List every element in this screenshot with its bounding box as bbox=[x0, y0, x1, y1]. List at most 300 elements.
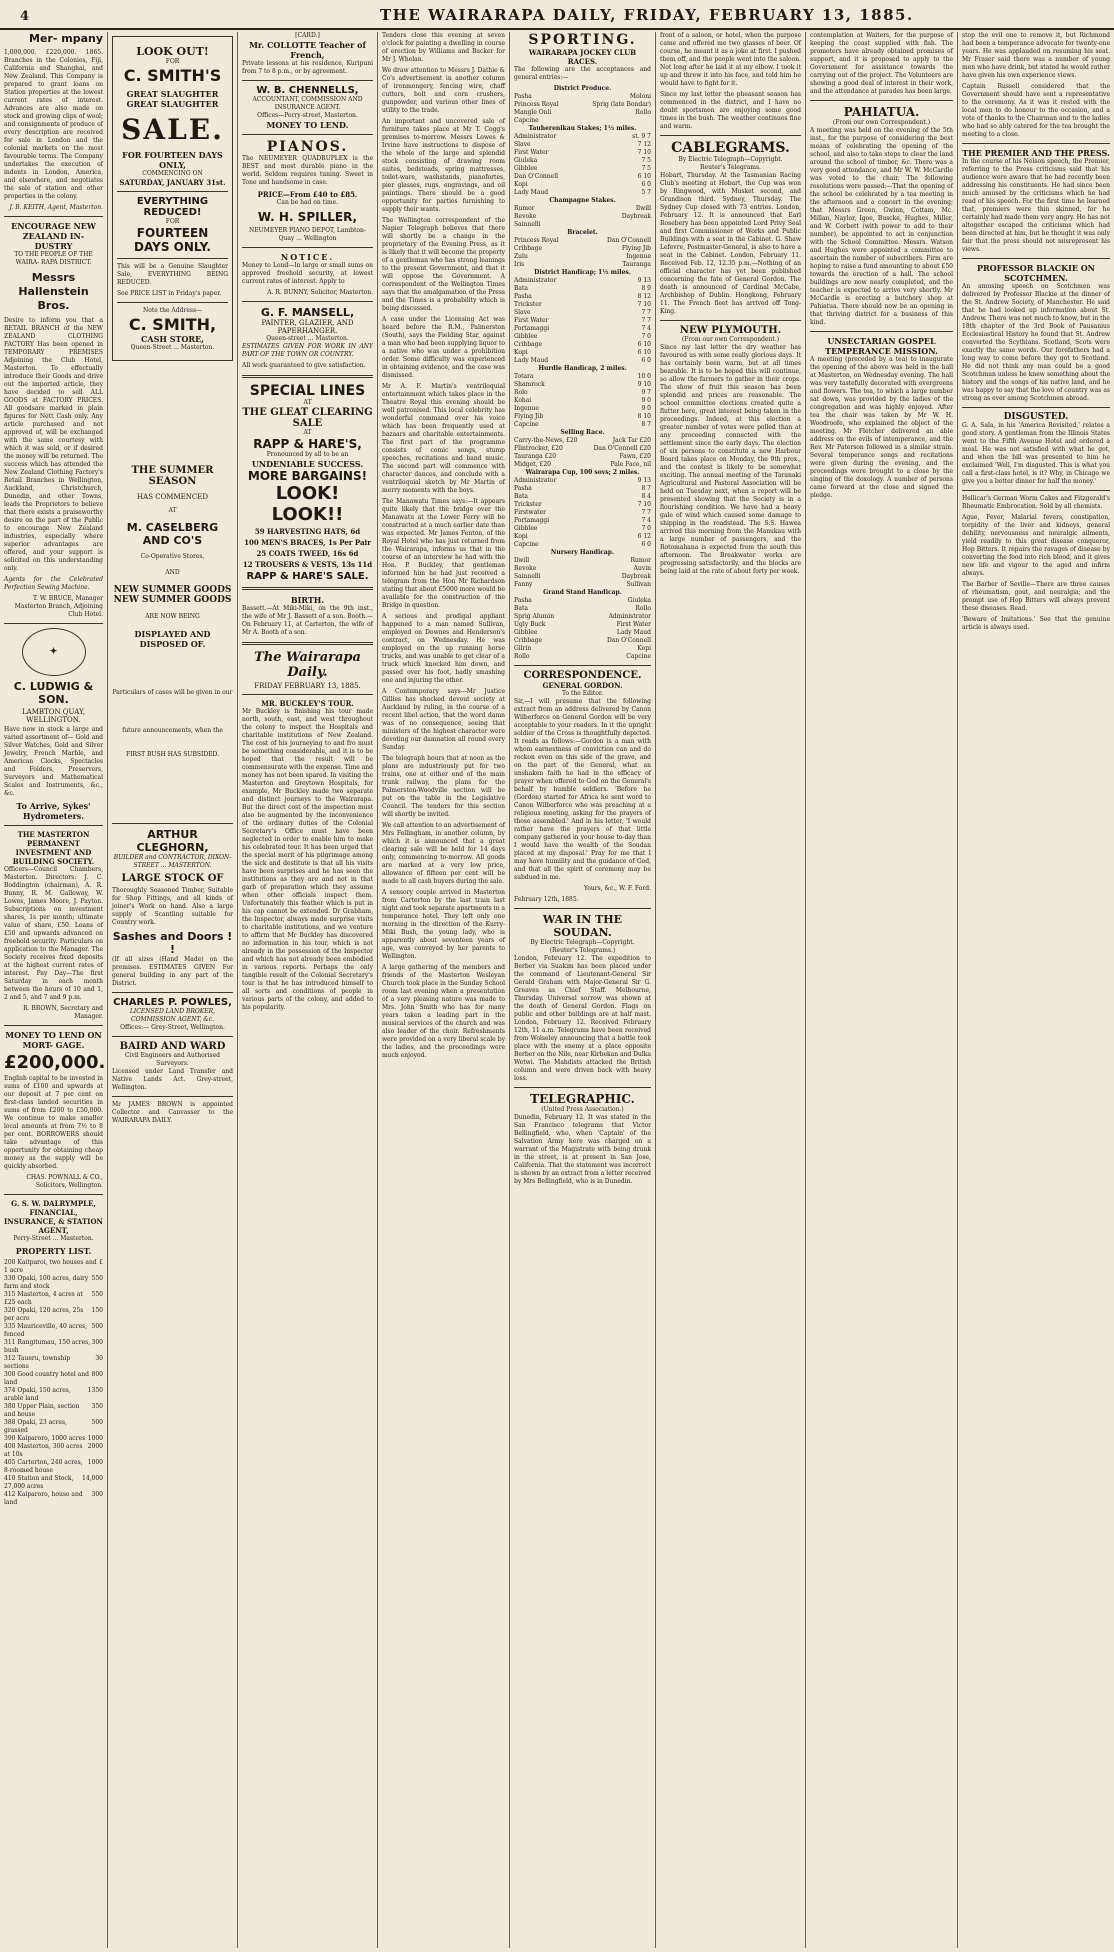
race-entry bbox=[514, 237, 651, 245]
race-entry bbox=[514, 93, 651, 101]
property-desc: 320 Opaki, 120 acres, 25s per acre bbox=[4, 1307, 84, 1322]
race-entry bbox=[514, 509, 651, 517]
blackie-heading: PROFESSOR BLACKIE ON SCOTCHMEN. bbox=[976, 263, 1095, 283]
property-item bbox=[4, 1491, 103, 1507]
fourteen-days: FOURTEEN DAYS ONLY. bbox=[134, 226, 211, 254]
news-5: A case under the Licensing Act was heard before the R.M., Palmerston (South), says the Fielding Star, against a man who had been supplying liquor to a native who was under a prohibition order. Some difficulty was experienced in obtaining evidence, and the case was dismissed. bbox=[382, 316, 505, 379]
cleghorn-name: ARTHUR CLEGHORN, bbox=[136, 828, 209, 854]
property-item bbox=[4, 1275, 103, 1291]
property-desc: 300 Good country hotel and land bbox=[4, 1371, 89, 1386]
story-7-1: contemplation at Waiters, for the purpose of keeping the coast supplied with fish. The promoters have already obtained promises of support, and it is proposed to apply to the Government for assistance towards the carrying out of the project. The Volunteers are showing a good deal of interest in their work, and the attendance at parades has been large. bbox=[810, 32, 953, 95]
race-entry bbox=[514, 413, 651, 421]
race-entry-cell: Capcine bbox=[514, 421, 539, 428]
column-4 bbox=[378, 32, 510, 1948]
race-entry-cell: First Water bbox=[514, 149, 549, 156]
war-heading: WAR IN THE SOUDAN. bbox=[542, 913, 623, 939]
correspondence-heading: CORRESPONDENCE. bbox=[523, 670, 642, 681]
cablegrams-sub-2: Reuter's Telegrams. bbox=[700, 164, 761, 171]
race-entry-cell: 6 0 bbox=[641, 181, 651, 188]
race-entry bbox=[514, 109, 651, 117]
race-entry-cell: Totara bbox=[514, 373, 534, 380]
race-entry-cell: Daybreak bbox=[621, 573, 651, 580]
gordon-signature: Yours, &c., W. F. Ford. bbox=[583, 885, 651, 892]
ludwig-arrive: To Arrive, Sykes' Hydrometers. bbox=[16, 801, 91, 821]
rapp-item: 59 HARVESTING HATS, 6d bbox=[254, 527, 361, 536]
race-entry-cell: 9 7 bbox=[641, 389, 651, 396]
property-item bbox=[4, 1443, 103, 1459]
race-entry-cell: Flying Jib bbox=[514, 413, 544, 420]
bracelet-list bbox=[514, 237, 651, 269]
race-entry-cell: 8 10 bbox=[637, 413, 651, 420]
cleghorn-body: Thoroughly Seasoned Timber, Suitable for Shop Fittings, and all kinds of joiner's Work on hand. Also a large supply of Scantling suitable for Country work. bbox=[112, 887, 233, 926]
race-entry bbox=[514, 357, 651, 365]
cablegrams-sub: By Electric Telegraph—Copyright. bbox=[678, 156, 783, 163]
ad-3: The Barber of Seville—There are three causes of rheumatism, gout, and neuralgia; and the prompt use of Hop Bitters will always prevent these diseases. Read. bbox=[962, 581, 1110, 612]
race-entry bbox=[514, 613, 651, 621]
race-entry-cell: Iris bbox=[514, 261, 525, 268]
gordon-date: February 12th, 1885. bbox=[514, 896, 579, 903]
ad-1: Hellicar's German Worm Cakes and Fitzgerald's Rheumatic Embrocation. Sold by all chemists. bbox=[962, 495, 1110, 510]
race-entry-cell: 7 10 bbox=[637, 301, 651, 308]
ludwig-body: Have now in stock a large and varied assortment of— Gold and Silver Watches, Gold and Silver Jewelry, French Marble, and American Clocks, Spectacles and Folders, Preservers, Surveyors and Mathematical Scales and Instruments, &c., &c. bbox=[4, 726, 103, 797]
property-list bbox=[4, 1259, 103, 1507]
and-text: AND bbox=[165, 569, 180, 576]
premier-body: In the course of his Nelson speech, the Premier, referring to the Press criticisms said that his audience were aware that he had recently been addressing his constituents. He had since been much amused by the criticisms which he had read of his speech. For the first time he learned that, premiers were thin skinned, for he certainly had made them very angry. He has not altogether escaped the criticisms which had been directed at him, but he thought it was only fair that the press should not misrepresent his views. bbox=[962, 158, 1110, 253]
war-body: London, February 12. The expedition to Berber via Suakim has been placed under the command of Lieutenant-General Sir Gerald Graham with Major-General Sir G. Greaves as Chief Staff. Melbourne, Thursday. Universal sorrow was shown at the death of General Gordon. Flags on public and other buildings are at half mast. London, February 12. Received February 12th, 11 a.m. Telegrams have been received from Wolseley announcing that a battle took place with the enemy at a place opposite Berber on the Nile, near Kirbekan and Dulka Wetwi. The Mahdists attacked the British column and were driven back with heavy loss. bbox=[514, 955, 651, 1082]
race-entry-cell: 7 10 bbox=[637, 149, 651, 156]
property-item bbox=[4, 1259, 103, 1275]
property-item bbox=[4, 1291, 103, 1307]
sporting-heading: SPORTING. bbox=[528, 32, 637, 48]
race-entry-cell: Kopi bbox=[514, 349, 528, 356]
premier-heading: THE PREMIER AND THE PRESS. bbox=[962, 148, 1110, 158]
champ-heading: Champagne Stakes. bbox=[549, 197, 616, 204]
race-entry-cell: Administrator bbox=[608, 613, 651, 620]
race-entry-cell: Lady Maud bbox=[514, 189, 549, 196]
masthead: THE WAIRARAPA DAILY, FRIDAY, FEBRUARY 13, 1885. bbox=[380, 6, 914, 24]
hh-heading: Hurdle Handicap, 2 miles. bbox=[538, 365, 627, 372]
race-entry-cell: 7 7 bbox=[641, 317, 651, 324]
race-entry-cell: Dan O'Connell £20 bbox=[593, 445, 651, 452]
chennells-sub: ACCOUNTANT, COMMISSION AND INSURANCE AGENT. bbox=[252, 96, 363, 111]
pianos-title: PIANOS. bbox=[266, 139, 349, 155]
race-entry bbox=[514, 573, 651, 581]
race-entry-cell: Administrator bbox=[514, 277, 557, 284]
race-entry bbox=[514, 221, 651, 229]
race-entry-cell: Fawn, £20 bbox=[619, 453, 651, 460]
rapp-item: 12 TROUSERS & VESTS, 13s 11d bbox=[242, 560, 373, 569]
race-entry-cell: 7 7 bbox=[641, 509, 651, 516]
race-entry-cell: Gibblee bbox=[514, 525, 538, 532]
property-item bbox=[4, 1419, 103, 1435]
has-commenced: HAS COMMENCED bbox=[137, 493, 208, 501]
race-entry-cell: Daybreak bbox=[621, 213, 651, 220]
race-entry bbox=[514, 557, 651, 565]
ludwig-address: LAMBTON QUAY, WELLINGTON. bbox=[22, 708, 85, 724]
race-entry-cell: 7 4 bbox=[641, 517, 651, 524]
paper-name: The Wairarapa Daily. bbox=[254, 650, 361, 680]
race-entry-cell: Lady Maud bbox=[616, 629, 651, 636]
ad-2: Ague, Fever, Malarial fevers, constipation, torpidity of the liver and kidneys, general debility, nervousness and neuralgic ailments, yield readily to this great disease conqueror, Hop Bitters. It repairs the ravages of disease by converting the food into rich blood, and it gives new life and vigour to the aged and infirm always. bbox=[962, 514, 1110, 577]
race-entry-cell: 9 0 bbox=[641, 405, 651, 412]
race-entry-cell: Mangle Onli bbox=[514, 109, 552, 116]
property-item bbox=[4, 1459, 103, 1475]
column-2 bbox=[108, 32, 238, 1948]
birth-body: Bassett.—At Miki-Miki, on the 9th inst., the wife of Mr J. Bassett of a son. Booth.—On February 11, at Carterton, the wife of Mr A. Booth of a son. bbox=[242, 605, 373, 636]
property-price: 550 bbox=[91, 1275, 103, 1282]
race-entry bbox=[514, 317, 651, 325]
collotte-body: Private lessons at his residence, Kuripuni from 7 to 8 p.m., or by agreement. bbox=[242, 60, 373, 75]
cleghorn-large: LARGE STOCK OF bbox=[121, 873, 224, 884]
new-plymouth-sub: (From our own Correspondent.) bbox=[681, 336, 780, 343]
race-entry bbox=[514, 629, 651, 637]
race-entry-cell: Giuleka bbox=[627, 597, 651, 604]
property-item bbox=[4, 1355, 103, 1371]
mansell-street: Queen-street ... Masterton. bbox=[266, 335, 349, 342]
bank-body: 1,000,000. £220,000. 1865. Branches in the Colonies, Fiji, California and Shanghai, and New Zealand. This Company is prepared to grant loans on Station properties at the lowest current rates of interest. Advances are also made on stock and growing clips of wool; and consignments of produce of every description are received for sale in London and the colonial markets on the most favourable terms. The Company undertakes the execution of indents in London, America, and elsewhere, and negotiates the sale of station and other properties in the colony. bbox=[4, 49, 103, 200]
race-entry-cell: Fanny bbox=[514, 581, 533, 588]
property-desc: 374 Opaki, 150 acres, arable land bbox=[4, 1387, 71, 1402]
at-text-4: AT bbox=[303, 429, 312, 436]
race-entry bbox=[514, 309, 651, 317]
race-entry-cell: Rollo bbox=[514, 653, 530, 660]
race-entry-cell: Shamrock bbox=[514, 381, 545, 388]
page-number: 4 bbox=[20, 9, 30, 24]
dalrymple-heading: G. S. W. DALRYMPLE, FINANCIAL, INSURANCE, & STATION AGENT, bbox=[4, 1199, 103, 1235]
gordon-heading: GENERAL GORDON. bbox=[542, 681, 623, 690]
race-entry-cell: 7 0 bbox=[641, 525, 651, 532]
race-entry bbox=[514, 637, 651, 645]
race-entry-cell: Ingenue bbox=[514, 405, 539, 412]
race-entry-cell: 6 0 bbox=[641, 357, 651, 364]
race-entry-cell: 7 10 bbox=[637, 501, 651, 508]
race-entry-cell: Sprig (late Bondar) bbox=[592, 101, 651, 108]
property-item bbox=[4, 1371, 103, 1387]
news-10: The telegraph hours that at noon as the plans are industriously put for two trains, one at either end of the main trunk railway, the plans for the Palmerston-Woodville section will be put on the table in the Legislative Council. The tenders for this section will shortly be invited. bbox=[382, 755, 505, 818]
race-entry bbox=[514, 485, 651, 493]
race-entry-cell: 6 10 bbox=[637, 341, 651, 348]
rapp-hare-sale: RAPP & HARE'S SALE. bbox=[246, 571, 369, 582]
race-entry bbox=[514, 341, 651, 349]
brown-notice: Mr JAMES BROWN is appointed Collector and Canvasser to the WAIRARAPA DAILY. bbox=[112, 1101, 233, 1124]
gleat-sale: THE GLEAT CLEARING SALE bbox=[242, 407, 373, 429]
property-desc: 410 Station and Stock, 27,000 acres bbox=[4, 1475, 74, 1490]
investment-body: Officers—Council Chambers, Masterton. Directors: J. C. Boddington (chairman), A. R. Bunny, R. M. Galloway, W. Lowes, James Moore, J. Payton. Subscriptions on investment shares, 1s per month; ultimate value of share, £50. Loans of £50 and upwards advanced on freehold security. Particulars on application to the Manager. The Society receives fixed deposits at the highest current rates of interest. Pay Day—The first Saturday in each month between the hours of 10 and 1, 2 and 5, and 7 and 9 p.m. bbox=[4, 866, 103, 1001]
property-price: 300 bbox=[91, 1339, 103, 1346]
race-entry-cell: Kopi bbox=[514, 181, 528, 188]
hallenstein-signature: T. W. BRUCE, Manager Masterton Branch, Adjoining Club Hotel. bbox=[14, 595, 103, 618]
race-entry-cell: Capcine bbox=[514, 117, 539, 124]
undeniable: UNDENIABLE SUCCESS. bbox=[251, 459, 364, 469]
at-text: AT bbox=[168, 507, 177, 514]
mansell-name: G. F. MANSELL, bbox=[260, 306, 355, 319]
chennells-office: Offices—Perry-street, Masterton. bbox=[257, 112, 358, 119]
property-price: 800 bbox=[91, 1371, 103, 1378]
smith-name: C. SMITH'S bbox=[123, 66, 222, 85]
race-entry-cell: Ingenue bbox=[626, 253, 651, 260]
race-entry bbox=[514, 293, 651, 301]
cup-list bbox=[514, 477, 651, 549]
race-entry bbox=[514, 501, 651, 509]
special-lines: SPECIAL LINES bbox=[249, 383, 366, 399]
page-header bbox=[0, 0, 1114, 30]
at-text-3: AT bbox=[303, 399, 312, 406]
everything-reduced: EVERYTHING REDUCED! bbox=[136, 196, 209, 218]
mansell-estimates: ESTIMATES GIVEN FOR WORK IN ANY PART OF THE TOWN OR COUNTRY. bbox=[242, 343, 373, 358]
investment-signature: R. BROWN, Secretary and Manager. bbox=[23, 1005, 103, 1020]
gospel-body: A meeting (preceded by a tea) to inaugurate the opening of the above was held in the hall at Masterton, on Wednesday evening. The hall was very tastefully decorated with evergreens and flowers. The tea, to which a large number sat down, was provided by the ladies of the congregation and was highly enjoyed. After tea the chair was taken by Mr W. H. Woodroofe, who explained the object of the meeting. Mr Fletcher delivered an able address on the evils of intemperance, and the Rev. Mr Paterson followed in a similar strain. Several temperance songs and recitations were given during the evening, and the proceedings were brought to a close by the singing of the doxology. A number of persons came forward at the close and signed the pledge. bbox=[810, 356, 953, 499]
race-entry-cell: 9 13 bbox=[637, 277, 651, 284]
race-entry-cell: Portamaggi bbox=[514, 517, 550, 524]
nursery-heading: Nursery Handicap. bbox=[550, 549, 615, 556]
disgusted-body: G. A. Sala, in his 'America Revisited,' relates a good story. A gentleman from the Illinois States went to the Fifth Avenue Hotel and ordered a meal. He was not satisfied with what he got, and when the bill was presented to him he exclaimed 'Well, I'm disgusted. This is what you call a first-class hotel, is it? Why, in Chicago we give you a better dinner for half the money.' bbox=[962, 422, 1110, 485]
property-item bbox=[4, 1403, 103, 1419]
column-1 bbox=[0, 32, 108, 1948]
money-body: English capital to be invested in sums of £100 and upwards at our deposit at 7 per cent on first-class landed securities in sums of from £200 to £50,000. We continue to make smaller local amounts at from 7½ to 8 per cent. BORROWERS should take advantage of this opportunity for obtaining cheap money as the supply will be quickly absorbed. bbox=[4, 1075, 103, 1170]
coop-stores: Co-Operative Stores, bbox=[140, 553, 205, 560]
column-3 bbox=[238, 32, 378, 1948]
race-entry-cell: Sullivan bbox=[626, 581, 651, 588]
race-entry-cell: Auvin bbox=[633, 565, 651, 572]
column-5 bbox=[510, 32, 656, 1948]
race-entry-cell: Ilwill bbox=[635, 205, 651, 212]
race-entry-cell: 7 12 bbox=[637, 141, 651, 148]
new-plymouth-heading: NEW PLYMOUTH. bbox=[679, 325, 782, 336]
race-entry-cell: Sainnelli bbox=[514, 573, 541, 580]
column-8 bbox=[958, 32, 1114, 1948]
race-entry bbox=[514, 381, 651, 389]
baird-ward: BAIRD AND WARD bbox=[119, 1041, 226, 1052]
notice-title: NOTICE. bbox=[280, 252, 335, 262]
race-entry-cell: Sainnelli bbox=[514, 221, 541, 228]
ludwig-crest-icon: ✦ bbox=[22, 628, 86, 676]
ad-4: 'Beware of Imitations.' See that the genuine article is always used. bbox=[962, 616, 1110, 631]
notice-signature: A. R. BUNNY, Solicitor, Masterton. bbox=[267, 289, 373, 296]
race-entry bbox=[514, 189, 651, 197]
race-entry-cell: Rumor bbox=[630, 557, 651, 564]
powles-sub: LICENSED LAND BROKER, COMMISSION AGENT, &c. bbox=[129, 1008, 216, 1023]
race-entry-cell: Flying Jib bbox=[621, 245, 651, 252]
property-desc: 200 Kaitparoi, two houses and 1 acre bbox=[4, 1259, 97, 1274]
pianos-body: The NEUMEYER QUADRUPLEX is the BEST and most durable piano in the world. Seldom requires tuning. Sweet in Tone and handsome in case. bbox=[242, 155, 373, 186]
dh-list bbox=[514, 277, 651, 365]
displayed-disposed: DISPLAYED AND DISPOSED OF. bbox=[134, 629, 211, 649]
property-desc: 388 Opaki, 23 acres, grassed bbox=[4, 1419, 67, 1434]
jockey-club-heading: WAIRARAPA JOCKEY CLUB RACES. bbox=[528, 48, 637, 66]
are-now-being: ARE NOW BEING bbox=[145, 613, 200, 620]
race-entry-cell: Dan O'Connell bbox=[606, 237, 651, 244]
race-entry-cell: Rumor bbox=[514, 205, 535, 212]
race-entry bbox=[514, 405, 651, 413]
race-entry bbox=[514, 325, 651, 333]
race-entry-cell: 7 0 bbox=[641, 333, 651, 340]
news-3: An important and uncovered sale of furniture takes place at Mr T. Cogg's premises to-morrow. Messrs Lowes & Irvine have instructions to dispose of the whole of the large and splendid stock consisting of drawing room suites, bedsteads, spring mattresses, toilet-ware, washstands, pianofortes, pier glasses, rugs, engravings, and oil paintings. There should be a good opportunity for parties furnishing to supply their wants. bbox=[382, 118, 505, 213]
column-6 bbox=[656, 32, 806, 1948]
race-entry bbox=[514, 541, 651, 549]
race-entry bbox=[514, 101, 651, 109]
race-entry bbox=[514, 205, 651, 213]
genuine-sale: This will be a Genuine Slaughter Sale, EVERYTHING BEING REDUCED. bbox=[117, 263, 228, 286]
tai-list bbox=[514, 133, 651, 197]
race-entry-cell: Trickster bbox=[514, 301, 542, 308]
telegraphic-body: Dunedin, February 12. It was stated in the San Francisco telegrams that Victor Bellingfield, who, when 'Captain' of the Salvation Army here was charged on a warrant of the Magistrate with being drunk in the street, is at present in San Jose, California. That the statement was incorrect is shown by an extract from a letter received by Mrs Bellingfield, who is in Dunedin. bbox=[514, 1114, 651, 1185]
rapp-items bbox=[242, 527, 373, 569]
selling-list bbox=[514, 437, 651, 469]
race-entry-cell: Capcine bbox=[626, 653, 651, 660]
race-entry-cell: Kopi bbox=[637, 645, 651, 652]
rapp-item: 100 MEN'S BRACES, 1s Per Pair bbox=[244, 538, 371, 547]
news-1: Tenders close this evening at seven o'clock for painting a dwelling in course of erection by Williams and Backer for Mr J. Whelan. bbox=[382, 32, 505, 63]
new-plymouth-body: Since my last letter the dry weather has favoured us with some really glorious days. It has certainly been warm, but at all times bearable. It is to be hoped this will continue, so allow the farmers to gather in their crops. The show of fruit this season has been splendid and prices are reasonable. The school committee elections created quite a flutter here, great interest being taken in the proceedings. Indeed, at this election a greater number of votes were polled than at any proceeding connected with the settlement since the early days. The election of six persons to constitute a new Harbour Board takes place on Monday, the 9th prox., and the contest is likely to be somewhat exciting. The annual meeting of the Taranaki Agricultural and Pastoral Association will be held on Tuesday next, when a report will be presented showing that the Society is in a flourishing condition. We have had a heavy gale of wind which caused some damage to shipping in the roadstead. The S.S. Hawea arrived this morning from the Manukau with a large number of passengers, and the Rotomahana is expected from the south this afternoon. The Breakwater works are progressing satisfactorily, and the blocks are being laid at the rate of about forty per week. bbox=[660, 344, 801, 575]
property-desc: 311 Rangitumau, 150 acres, bush bbox=[4, 1339, 91, 1354]
sashes-body: (If all sizes (Hand Made) on the premises. ESTIMATES GIVEN For general building in any part of the District. bbox=[112, 956, 233, 987]
race-entry-cell: Ugly Buck bbox=[514, 621, 546, 628]
race-entry-cell: 8 9 bbox=[641, 285, 651, 292]
money-heading: MONEY TO LEND ON MORT- GAGE. bbox=[5, 1030, 102, 1050]
race-entry-cell: Revoke bbox=[514, 213, 537, 220]
race-entry-cell: Administrator bbox=[514, 477, 557, 484]
race-entry-cell: Pasha bbox=[514, 597, 532, 604]
for-text: FOR bbox=[165, 58, 180, 65]
race-entry bbox=[514, 149, 651, 157]
bank-signature: J. B. KEITH, Agent, Masterton. bbox=[9, 204, 103, 211]
chennells-money: MONEY TO LEND. bbox=[266, 120, 349, 130]
race-entry-cell: Cribbage bbox=[514, 245, 543, 252]
cablegrams-body: Hobart, Thursday. At the Tasmanian Racing Club's meeting at Hobart, the Cup was won by Ringwood, with Musket second, and Grandison third. Sydney, Thursday. The Sydney Cup closed with 73 entries. London, February 12. It is announced that Earl Rosebery has been appointed Lord Privy Seal and first Commissioner of Works and Public Buildings with a seat in the Cabinet. G. Shaw Lefevre, Postmaster-General, is also to have a seat in the Cabinet. London, February 11. Received Feb. 12, 12.35 p.m.—Nothing of an official character has yet been published concerning the fate of General Gordon. The death is announced of Cardinal McCabe, Archbishop of Dublin. Hongkong, February 11. The French fleet has arrived off Tong-King. bbox=[660, 172, 801, 315]
race-entry-cell: 6 10 bbox=[637, 349, 651, 356]
race-entry-cell: 8 12 bbox=[637, 293, 651, 300]
race-entry-cell: Tauranga bbox=[622, 261, 651, 268]
race-entry-cell: 10 0 bbox=[637, 373, 651, 380]
race-entry-cell: 8 7 bbox=[641, 421, 651, 428]
spiller-name: W. H. SPILLER, bbox=[257, 210, 358, 224]
race-entry bbox=[514, 141, 651, 149]
mansell-sub: PAINTER, GLAZIER, AND PAPERHANGER. bbox=[261, 319, 354, 335]
news-12: A sensory couple arrived in Masterton from Carterton by the last train last night and took separate apartments in a temperance hotel. They left only one morning in the direction of the Kurry-Miki Bush, the young lady, who is apparently about seventeen years of age, was conveyed by her parents to Wellington. bbox=[382, 889, 505, 960]
race-entry-cell: 8 4 bbox=[641, 493, 651, 500]
race-entry-cell: Sprig Alumin bbox=[514, 613, 555, 620]
race-entry bbox=[514, 645, 651, 653]
sale-commencing: COMMENCING ON bbox=[142, 170, 203, 177]
property-desc: 412 Kaiparoro, house and land bbox=[4, 1491, 83, 1506]
property-price: 150 bbox=[91, 1307, 103, 1314]
race-entry bbox=[514, 173, 651, 181]
property-desc: 315 Masterton, 4 acres at £25 each bbox=[4, 1291, 83, 1306]
war-sub-2: (Reuter's Telegrams.) bbox=[549, 947, 616, 954]
sale-date: SATURDAY, JANUARY 31st. bbox=[119, 178, 226, 187]
summer-season: THE SUMMER SEASON bbox=[131, 465, 214, 487]
news-2: We draw attention to Messrs J. Dathie & Co's advertisement in another column of ironmongery, fencing wire, chaff cutters, bolt and corn crushers, gunpowder, and various other lines of utility to the trade. bbox=[382, 67, 505, 114]
property-price: £ bbox=[99, 1259, 103, 1266]
property-price: 1000 bbox=[87, 1459, 103, 1466]
spiller-sub: NEUMEYER PIANO DEPOT, Lambton-Quay ... Wellington bbox=[249, 227, 366, 242]
disgusted-heading: DISGUSTED. bbox=[1003, 412, 1069, 422]
card-label: [CARD.] bbox=[295, 32, 320, 39]
news-6: Mr A. F. Martin's ventriloquial entertainment which takes place in the Theatre Royal this evening should be well patronised. This local celebrity has wonderful command over his voice which has been frequently used at bazaars and charitable entertainments. The first part of the programme consists of comic songs, stump speeches, recitations and band music. The second part will commence with character dances, and conclude with a ventriloquial sketch by Mr Martin of merry moments with the boys. bbox=[382, 383, 505, 494]
hh-list bbox=[514, 373, 651, 429]
gordon-to: To the Editor. bbox=[561, 690, 604, 697]
powles-name: CHARLES P. POWLES, bbox=[113, 997, 232, 1008]
race-entry bbox=[514, 277, 651, 285]
race-entry-cell: Gibblee bbox=[514, 333, 538, 340]
property-item bbox=[4, 1307, 103, 1323]
race-entry-cell: Giuleka bbox=[514, 157, 538, 164]
property-price: 500 bbox=[91, 1419, 103, 1426]
powles-office: Offices:— Grey-Street, Wellington. bbox=[120, 1024, 225, 1031]
mansell-guarantee: All work guaranteed to give satisfaction. bbox=[242, 362, 366, 369]
collotte-name: Mr. COLLOTTE Teacher of French, bbox=[249, 40, 366, 60]
race-entry bbox=[514, 245, 651, 253]
investment-heading: THE MASTERTON PERMANENT INVESTMENT AND BUILDING SOCIETY. bbox=[12, 830, 95, 866]
race-entry bbox=[514, 133, 651, 141]
smith-name-2: C. SMITH, bbox=[128, 315, 217, 334]
look-look: LOOK! LOOK!! bbox=[271, 483, 344, 525]
property-desc: 380 Upper Plain, section and house bbox=[4, 1403, 80, 1418]
cleghorn-sub: BUILDER and CONTRACTOR, DIXON-STREET ... MASTERTON. bbox=[113, 854, 232, 869]
race-entry bbox=[514, 621, 651, 629]
race-entry-cell: 6 0 bbox=[641, 541, 651, 548]
birth-heading: BIRTH. bbox=[290, 595, 325, 605]
smith-sale-ad bbox=[112, 36, 233, 361]
more-bargains: MORE BARGAINS! bbox=[247, 469, 368, 483]
race-entry-cell: Jack Tar £20 bbox=[612, 437, 651, 444]
caselberg-name: M. CASELBERG AND CO'S bbox=[126, 521, 219, 547]
selling-heading: Selling Race. bbox=[560, 429, 605, 436]
pahiatua-sub: (From our own Correspondent.) bbox=[832, 119, 931, 126]
race-entry bbox=[514, 477, 651, 485]
property-price: 550 bbox=[91, 1291, 103, 1298]
race-entry bbox=[514, 437, 651, 445]
race-entry bbox=[514, 493, 651, 501]
gordon-body: Sir,—I will presume that the following extract from an address delivered by Canon Wilberforce on General Gordon will be very acceptable to your readers. In it the upright soldier of the Cross is thoughtfully depicted. It reads as follows:—Gordon is a man with whom earnestness of conviction can and do reckon even on this side of the grave, and on the part of the General, what an unshaken faith he had in the efficacy of prayer when offered to God on the General's behalf by humble soldiers. 'Before he (Gordon) started for Africa he sent word to Canon Wilberforce who was preaching at a religious meeting, asking for the prayers of those assembled.' And in his letter, 'I would rather have the prayers of that little company gathered in your house to-day than I would have the wealth of the Soudan placed at my disposal.' Pray for me that I may have humility and the guidance of God, and that all the spirit of ceremony may be subdued in me. bbox=[514, 698, 651, 881]
news-11: We call attention to an advertisement of Mrs Fellingham, in another column, by which it is announced that a great clearing sale will be held for 14 days only, commencing to-morrow. All goods are marked at a very low price, allowance of fifteen per cent will be made to all cash buyers during the sale. bbox=[382, 822, 505, 885]
blackie-body: An amusing speech on Scotchmen was delivered by Professor Blackie at the dinner of the St. Andrew Society, of Manchester. He said that he had looked up information about St. Andrew. There was not much to know, but in the 18th chapter of the 3rd Book of Pausanius Ecclesiastical History he found that St. Andrew converted the Scythians. Scotland, Scots were exactly the same words. Our forefathers had a long way to come before they got to Scotland. He did not think any man could be a good Scotchman unless he knew something about the history and the songs of his native land, and he was happy to say that the love of country was as strong as ever among Scotchmen abroad. bbox=[962, 283, 1110, 402]
war-sub: By Electric Telegraph—Copyright. bbox=[530, 939, 635, 946]
story-8-1: stop the evil one to remove it, but Richmond had been a temperance advocate for twenty-one years. He was applauded on resuming his seat. Mr Fraser said there was a number of young men who have drink, but stated he would rather have given his own experience views. bbox=[962, 32, 1110, 79]
property-price: 30 bbox=[95, 1355, 103, 1362]
race-entry-cell: Midget, £20 bbox=[514, 461, 551, 468]
property-desc: 330 Opaki, 100 acres, dairy farm and stock bbox=[4, 1275, 89, 1290]
rapp-hare: RAPP & HARE'S, bbox=[253, 437, 362, 451]
hallenstein-body: Desire to inform you that a RETAIL BRANCH of the NEW ZEALAND CLOTHING FACTORY Has been opened in TEMPORARY PREMISES Adjoining the Club Hotel, Masterton. To effectually introduce their Goods and drive out the imported article, they have decided to sell ALL GOODS at FACTORY PRICES. All goodsare marked in plain figures for Nett Cash only. Any article purchased and not approved of, will be exchanged with the same courtesy with which it was sold, or if desired the money will be returned. The success which has attended the New Zealand Clothing Factory's Retail Branches in Wellington, Auckland, Christchurch, Dunedin, and other Towns, leads the Proprietors to believe that there exists a praiseworthy desire on the part of the Public to encourage New Zealand industries, especially where superior advantages are offered, and your support is solicited on this understanding only. bbox=[4, 317, 103, 572]
news-13: A large gathering of the members and friends of the Masterton Wesleyan Church took place in the Sunday School room last evening when a presentation of a very pleasing nature was made to Mrs. John Smith who has for many years taken a leading part in the musical services of the church and was also leader of the choir. Refreshments were provided on a very liberal scale by the ladies, and the proceedings were much enjoyed. bbox=[382, 964, 505, 1059]
race-entry-cell: Gibblee bbox=[514, 165, 538, 172]
paper-date: FRIDAY FEBRUARY 13, 1885. bbox=[254, 682, 361, 690]
column-7 bbox=[806, 32, 958, 1948]
bush-note: FIRST BUSH HAS SUBSIDED. bbox=[125, 751, 220, 758]
race-entry-cell: Capcine bbox=[514, 541, 539, 548]
race-entry-cell: 7 5 bbox=[641, 157, 651, 164]
dalrymple-sub: Perry-Street ... Masterton. bbox=[13, 1235, 94, 1242]
smith-street: Queen-Street ... Masterton. bbox=[130, 344, 215, 351]
property-desc: 335 Mauriceville, 40 acres, fenced bbox=[4, 1323, 88, 1338]
race-entry bbox=[514, 165, 651, 173]
ludwig-name: C. LUDWIG & SON. bbox=[13, 680, 94, 706]
race-entry-cell: Pale Face, nil bbox=[610, 461, 651, 468]
baird-sub: Civil Engineers and Authorised Surveyors. bbox=[124, 1052, 220, 1067]
race-entry-cell: Cribbage bbox=[514, 341, 543, 348]
encourage-heading: ENCOURAGE NEW ZEALAND IN- DUSTRY bbox=[11, 221, 96, 251]
property-desc: 405 Carterton, 240 acres, 8-roomed house bbox=[4, 1459, 83, 1474]
tai-heading: Tauherenikau Stakes; 1½ miles. bbox=[528, 125, 637, 132]
race-entry-cell: Ilwill bbox=[514, 557, 530, 564]
cases-note: Particulars of cases will be given in our bbox=[112, 689, 233, 696]
pianos-time: Can be had on time. bbox=[276, 199, 339, 206]
race-entry bbox=[514, 517, 651, 525]
property-item bbox=[4, 1475, 103, 1491]
race-entry bbox=[514, 261, 651, 269]
race-entry-cell: Rollo bbox=[635, 109, 651, 116]
